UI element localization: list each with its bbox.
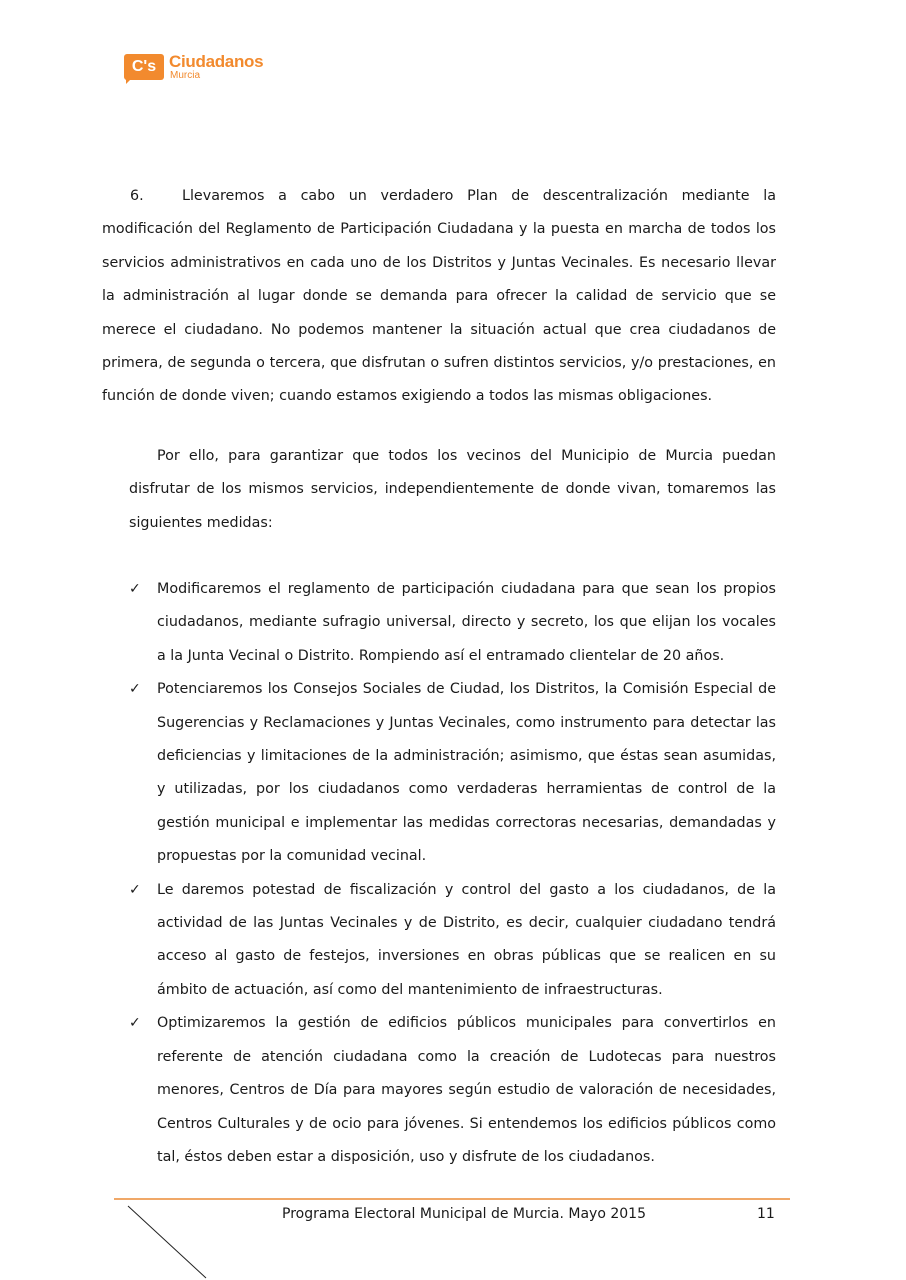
- list-item-text: Le daremos potestad de fiscalización y control del gasto a los ciudadanos, de la actividad de las Juntas Vecinales y de Distrito, es decir, cualquier ciudadano tendrá acceso al gasto de festejos, inversiones en obras públicas que se realicen en su ámbito de actuación, así como del mantenimiento de infraestructuras.: [157, 881, 776, 998]
- measures-list: [129, 573, 776, 1174]
- check-icon: ✓: [129, 681, 141, 698]
- footer-rule: [114, 1198, 790, 1200]
- check-icon: ✓: [129, 881, 141, 898]
- check-icon: ✓: [129, 1015, 141, 1032]
- list-item-text: Potenciaremos los Consejos Sociales de Ciudad, los Distritos, la Comisión Especial de Sugerencias y Reclamaciones y Juntas Vecinales, como instrumento para detectar las deficiencias y limitaciones de la administración; asimismo, que éstas sean asumidas, y utilizadas, por los ciudadanos como verdaderas herramientas de control de la gestión municipal e implementar las medidas correctoras necesarias, demandadas y propuestas por la comunidad vecinal.: [157, 681, 776, 865]
- logo-badge: C's: [124, 54, 164, 80]
- list-item-text: Optimizaremos la gestión de edificios públicos municipales para convertirlos en referente de atención ciudadana como la creación de Ludotecas para nuestros menores, Centros de Día para mayores según estudio de valoración de necesidades, Centros Culturales y de ocio para jóvenes. Si entendemos los edificios públicos como tal, éstos deben estar a disposición, uso y disfrute de los ciudadanos.: [157, 1015, 776, 1165]
- list-item: [129, 573, 776, 673]
- page-number: 11: [757, 1206, 775, 1222]
- ciudadanos-logo: [124, 52, 274, 86]
- logo-badge-tail: [126, 76, 134, 84]
- footer-diagonal-line: [126, 1204, 208, 1280]
- list-item: [129, 1007, 776, 1174]
- logo-city: Murcia: [170, 70, 201, 81]
- paragraph-number: 6.: [130, 188, 144, 204]
- list-item-text: Modificaremos el reglamento de participación ciudadana para que sean los propios ciudadanos, mediante sufragio universal, directo y secreto, los que elijan los vocales a la Junta Vecinal o Distrito. Rompiendo así el entramado clientelar de 20 años.: [157, 581, 776, 664]
- check-icon: ✓: [129, 581, 141, 597]
- logo-name: Ciudadanos: [169, 52, 264, 71]
- list-item: [129, 673, 776, 873]
- list-item: [129, 874, 776, 1008]
- footer-title: Programa Electoral Municipal de Murcia. Mayo 2015: [282, 1206, 646, 1222]
- paragraph-6-text: Llevaremos a cabo un verdadero Plan de descentralización mediante la modificación del Reglamento de Participación Ciudadana y la puesta en marcha de todos los servicios administrativos en cada uno de los Distritos y Juntas Vecinales. Es necesario llevar la administración al lugar donde se demanda para ofrecer la calidad de servicio que se merece el ciudadano. No podemos mantener la situación actual que crea ciudadanos de primera, de segunda o tercera, que disfrutan o sufren distintos servicios, y/o prestaciones, en función de donde viven; cuando estamos exigiendo a todos las mismas obligaciones.: [102, 188, 776, 405]
- intro-paragraph: Por ello, para garantizar que todos los vecinos del Municipio de Murcia puedan disfrutar de los mismos servicios, independientemente de donde vivan, tomaremos las siguientes medidas:: [129, 448, 776, 531]
- paragraph-6: [102, 180, 776, 414]
